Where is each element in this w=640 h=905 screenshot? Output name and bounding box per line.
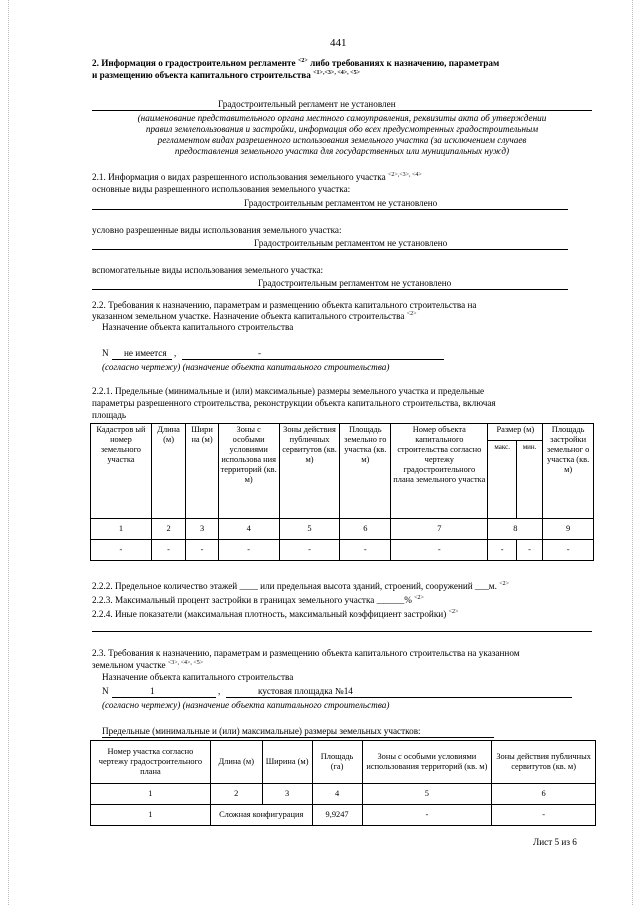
s221-subheader-min: мин. [516,441,542,519]
s23-n-underline [112,697,216,698]
s21-title: 2.1. Информация о видах разрешенного использования земельного участка $^{<2>,<3>, <4>}$ [92,171,422,182]
s23-table-title: Предельные (минимальные и (или) максимальные) размеры земельных участков: [102,726,421,736]
s22-line3: Назначение объекта капитального строительства [102,322,294,332]
s23-purpose-underline [226,697,572,698]
s221-header-size: Размер (м) [488,424,543,441]
s22-line2: указанном земельном участке. Назначение объекта капитального строительства $^{<2>}$ [92,310,417,321]
s221-subheader-max: макс. [488,441,516,519]
s221-num-3: 3 [186,519,218,540]
s22-n-underline [112,359,172,360]
s221-cell: - [488,540,516,561]
table-row [91,540,594,561]
s221-num-1: 1 [91,519,152,540]
s23-header-width: Ширина (м) [262,741,312,784]
section2-heading: 2. Информация о градостроительном регламенте $^{<2>}$ либо требованиях к назначению, параметрам [92,57,500,68]
regulation-caption-4: предоставления земельного участка для государственных или муниципальных нужд) [174,146,510,156]
s23-header-servitudes: Зоны действия публичных сервитутов (кв. м) [492,741,596,784]
s221-num-9: 9 [543,519,594,540]
s221-cell: - [279,540,340,561]
s23-n-caption: (согласно чертежу) (назначение объекта капитального строительства) [102,700,390,710]
s23-cell-area: 9,9247 [312,805,362,826]
section2-heading-line2: и размещению объекта капитального строительства $^{<1>,<3>, <4>, <5>}$ [92,69,360,80]
s21-conditional-underline [92,249,568,250]
s224-text: 2.2.4. Иные показатели (максимальная плотность, максимальный коэффициент застройки) $^{<2>}$ [92,608,459,619]
s23-header-number: Номер участка согласно чертежу градостроительного плана [91,741,211,784]
s21-main-label: основные виды разрешенного использования земельного участка: [92,184,351,194]
regulation-value: Градостроительный регламент не установлен [218,99,396,109]
s23-num-2: 2 [210,784,262,805]
s23-n-value: 1 [150,686,155,696]
s23-header-zones: Зоны с особыми условиями использования территорий (кв. м) [362,741,492,784]
s23-line3: Назначение объекта капитального строительства [102,672,294,682]
s221-header-servitudes: Зоны действия публичных сервитутов (кв. м) [279,424,340,519]
s221-header-build-area: Площадь застройки земельног о участка (кв. м) [543,424,594,519]
s21-auxiliary-label: вспомогательные виды использования земельного участка: [92,265,324,275]
s221-header-row [91,424,594,441]
s23-header-area: Площадь (га) [312,741,362,784]
s22-n-sep: , [174,348,177,358]
s221-header-zones: Зоны с особыми условиями использова ния территорий (кв. м) [218,424,279,519]
s23-cell-servitudes: - [492,805,596,826]
s221-num-4: 4 [218,519,279,540]
regulation-caption-3: регламентом видах разрешенного использования земельного участка (за исключением случаев [157,135,527,145]
s221-cell: - [391,540,488,561]
s22-n-value: не имеется [124,348,167,358]
regulation-underline [92,110,592,111]
s22-purpose-underline [182,359,444,360]
s23-n-purpose: кустовая площадка №14 [258,686,353,696]
s221-num-7: 7 [391,519,488,540]
s223-text: 2.2.3. Максимальный процент застройки в границах земельного участка ______% $^{<2>}$ [92,594,424,605]
regulation-caption-1: (наименование представительного органа местного самоуправления, реквизиты акта об утверждении [137,113,547,123]
table-row [91,805,596,826]
s221-number-row [91,519,594,540]
s23-num-3: 3 [262,784,312,805]
s221-num-5: 5 [279,519,340,540]
page-edge-left [8,0,9,905]
s221-cell: - [186,540,218,561]
s21-conditional-label: условно разрешенные виды использования земельного участка: [92,225,342,235]
s23-line2: земельном участке $^{<3>, <4>, <5>}$ [92,659,204,670]
s23-header-length: Длина (м) [210,741,262,784]
s23-n-label: N [102,686,109,696]
s221-line1: 2.2.1. Предельные (минимальные и (или) максимальные) размеры земельного участка и предельные [92,386,485,396]
s221-header-width: Шири на (м) [186,424,218,519]
s221-cell: - [543,540,594,561]
s23-num-5: 5 [362,784,492,805]
regulation-caption-2: правил землепользования и застройки, информация обо всех предусмотренных градостроительным [145,124,539,134]
s22-n-label: N [102,348,109,358]
s221-header-length: Длина (м) [151,424,185,519]
s23-line1: 2.3. Требования к назначению, параметрам и размещению объекта капитального строительства на указанном [92,648,520,658]
s221-cell: - [340,540,391,561]
s224-underline [92,631,592,632]
s21-auxiliary-value: Градостроительным регламентом не установлено [258,278,452,288]
s23-cell-number: 1 [91,805,211,826]
s21-main-value: Градостроительным регламентом не установлено [244,198,438,208]
s23-num-1: 1 [91,784,211,805]
s21-main-underline [92,209,568,210]
s221-header-cadastral: Кадастров ый номер земельного участка [91,424,152,519]
s22-n-dash: - [258,348,262,358]
s221-cell: - [516,540,542,561]
s221-num-2: 2 [151,519,185,540]
s221-cell: - [218,540,279,561]
s222-text: 2.2.2. Предельное количество этажей ____ или предельная высота зданий, строений, сооружений ___м. $^{<2>}$ [92,580,509,591]
sheet-footer: Лист 5 из 6 [533,837,577,847]
s23-num-4: 4 [312,784,362,805]
s23-header-row [91,741,596,784]
s23-table-title-underline [102,737,494,738]
s21-auxiliary-underline [92,289,568,290]
s221-num-6: 6 [340,519,391,540]
s221-cell: - [91,540,152,561]
s221-line2: параметры разрешенного строительства, реконструкции объекта капитального строительства, включая [92,398,496,408]
s22-n-caption: (согласно чертежу) (назначение объекта капитального строительства) [102,362,390,372]
s221-num-8: 8 [488,519,543,540]
s221-line3: площадь [92,410,127,420]
s221-cell: - [151,540,185,561]
page-number: 441 [330,37,347,49]
page-edge-right [632,0,633,905]
s23-n-sep: , [218,686,221,696]
s23-cell-configuration: Сложная конфигурация [210,805,312,826]
s23-number-row [91,784,596,805]
s221-header-object-number: Номер объекта капитального строительства согласно чертежу градостроительного плана земельного участка [391,424,488,519]
s22-line1: 2.2. Требования к назначению, параметрам и размещению объекта капитального строительства на [92,300,477,310]
s23-cell-zones: - [362,805,492,826]
s23-num-6: 6 [492,784,596,805]
s221-table [90,423,594,561]
s221-header-area: Площадь земельно го участка (кв. м) [340,424,391,519]
s23-table [90,740,596,826]
s21-conditional-value: Градостроительным регламентом не установлено [254,238,448,248]
